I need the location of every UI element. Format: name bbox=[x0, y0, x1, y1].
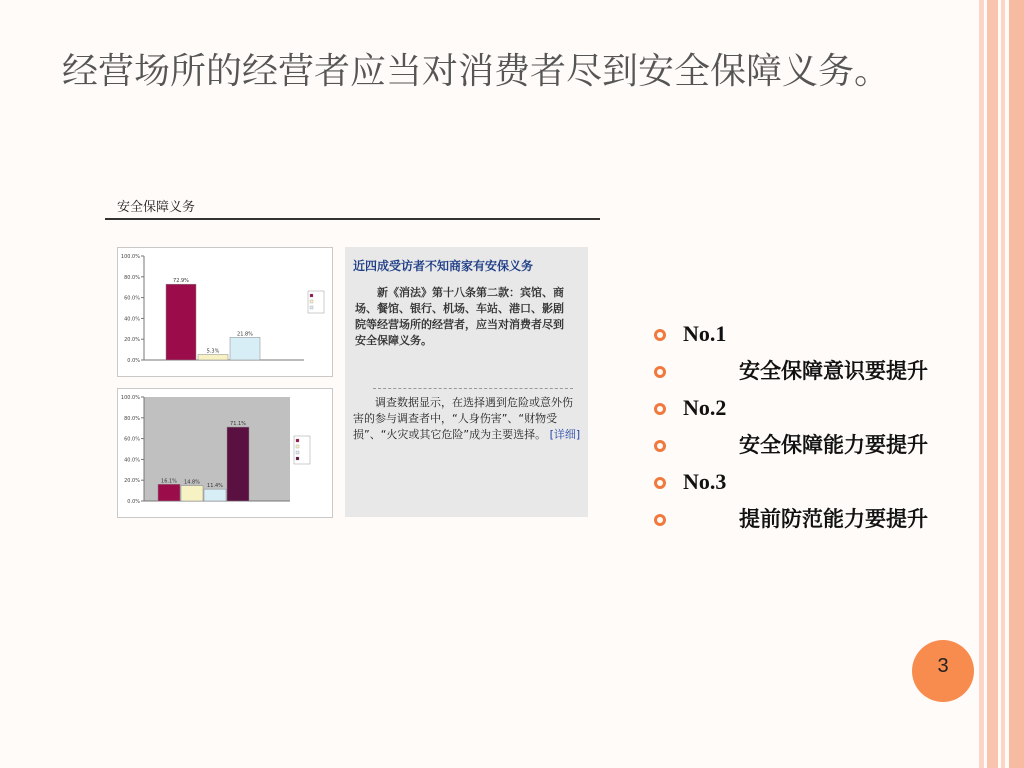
bullet-ring-icon bbox=[654, 440, 666, 452]
y-tick-label: 0.0% bbox=[127, 499, 140, 505]
bullet-text: No.3 bbox=[683, 469, 727, 494]
bullet-item bbox=[650, 392, 960, 424]
legend-swatch bbox=[296, 451, 299, 454]
bullet-text: No.1 bbox=[683, 321, 727, 346]
data-label: 14.8% bbox=[184, 479, 200, 486]
bullet-text: No.2 bbox=[683, 395, 727, 420]
slide-title: 经营场所的经营者应当对消费者尽到安全保障义务。 bbox=[62, 51, 891, 92]
info-text: 新《消法》第十八条第二款：宾馆、商场、餐馆、银行、机场、车站、港口、影剧院等经营场所的经营者，应当对消费者尽到安全保障义务。 bbox=[355, 286, 564, 347]
y-tick-label: 20.0% bbox=[124, 337, 140, 344]
decor-stripe-1 bbox=[979, 0, 984, 768]
y-tick-label: 80.0% bbox=[124, 415, 140, 422]
decor-stripe-4 bbox=[1009, 0, 1024, 768]
chart-panel-1 bbox=[117, 247, 333, 377]
decor-stripe-3 bbox=[1001, 0, 1005, 768]
bullet-ring-icon bbox=[654, 329, 666, 341]
bar-chart-1 bbox=[118, 248, 332, 376]
data-label: 72.9% bbox=[173, 278, 189, 285]
y-tick-label: 100.0% bbox=[120, 254, 140, 260]
bullet-item bbox=[650, 318, 960, 350]
bar-chart-2 bbox=[118, 389, 332, 517]
info-text-2-body: 调查数据显示，在选择遇到危险或意外伤害的参与调查者中，“人身伤害”、“财物受损”、“火灾或其它危险”成为主要选择。 bbox=[353, 396, 573, 441]
bullet-ring-icon bbox=[654, 514, 666, 526]
info-title: 近四成受访者不知商家有安保义务 bbox=[353, 259, 534, 273]
data-label: 71.1% bbox=[230, 421, 246, 428]
y-tick-label: 40.0% bbox=[124, 316, 140, 323]
bullet-item bbox=[650, 355, 960, 387]
bar bbox=[181, 486, 203, 501]
bullet-text: 安全保障意识要提升 bbox=[739, 359, 928, 383]
bullet-ring-icon bbox=[654, 477, 666, 489]
data-label: 16.1% bbox=[161, 478, 177, 485]
info-divider bbox=[373, 388, 573, 389]
bullet-text: 安全保障能力要提升 bbox=[739, 433, 928, 457]
legend-swatch bbox=[310, 306, 313, 309]
news-clipping bbox=[105, 190, 600, 525]
y-tick-label: 80.0% bbox=[124, 274, 140, 281]
legend-swatch bbox=[310, 294, 313, 297]
legend-swatch bbox=[296, 439, 299, 442]
y-tick-label: 60.0% bbox=[124, 295, 140, 302]
decor-stripe-2 bbox=[987, 0, 998, 768]
bullet-text: 提前防范能力要提升 bbox=[739, 507, 928, 531]
bar bbox=[227, 427, 249, 501]
bullet-item bbox=[650, 503, 960, 535]
y-tick-label: 60.0% bbox=[124, 436, 140, 443]
legend-swatch bbox=[296, 457, 299, 460]
legend-swatch bbox=[310, 300, 313, 303]
bullet-ring-icon bbox=[654, 366, 666, 378]
chart-panel-2 bbox=[117, 388, 333, 518]
bar bbox=[204, 489, 226, 501]
data-label: 21.8% bbox=[237, 331, 253, 338]
bullet-item bbox=[650, 429, 960, 461]
clipping-heading: 安全保障义务 bbox=[105, 198, 600, 220]
y-tick-label: 0.0% bbox=[127, 358, 140, 364]
bar bbox=[158, 484, 180, 501]
data-label: 5.3% bbox=[206, 348, 220, 355]
bullet-item bbox=[650, 466, 960, 498]
page-number-badge: 3 bbox=[912, 640, 974, 702]
legend-swatch bbox=[296, 445, 299, 448]
bullet-ring-icon bbox=[654, 403, 666, 415]
detail-link[interactable]: [详细] bbox=[549, 428, 581, 441]
info-panel bbox=[345, 247, 588, 517]
y-tick-label: 20.0% bbox=[124, 478, 140, 485]
bar bbox=[230, 337, 260, 360]
y-tick-label: 40.0% bbox=[124, 457, 140, 464]
y-tick-label: 100.0% bbox=[120, 395, 140, 401]
bullet-list bbox=[650, 318, 960, 540]
bar bbox=[198, 354, 228, 360]
data-label: 11.4% bbox=[207, 483, 223, 490]
info-text-2 bbox=[353, 395, 581, 443]
bar bbox=[166, 284, 196, 360]
